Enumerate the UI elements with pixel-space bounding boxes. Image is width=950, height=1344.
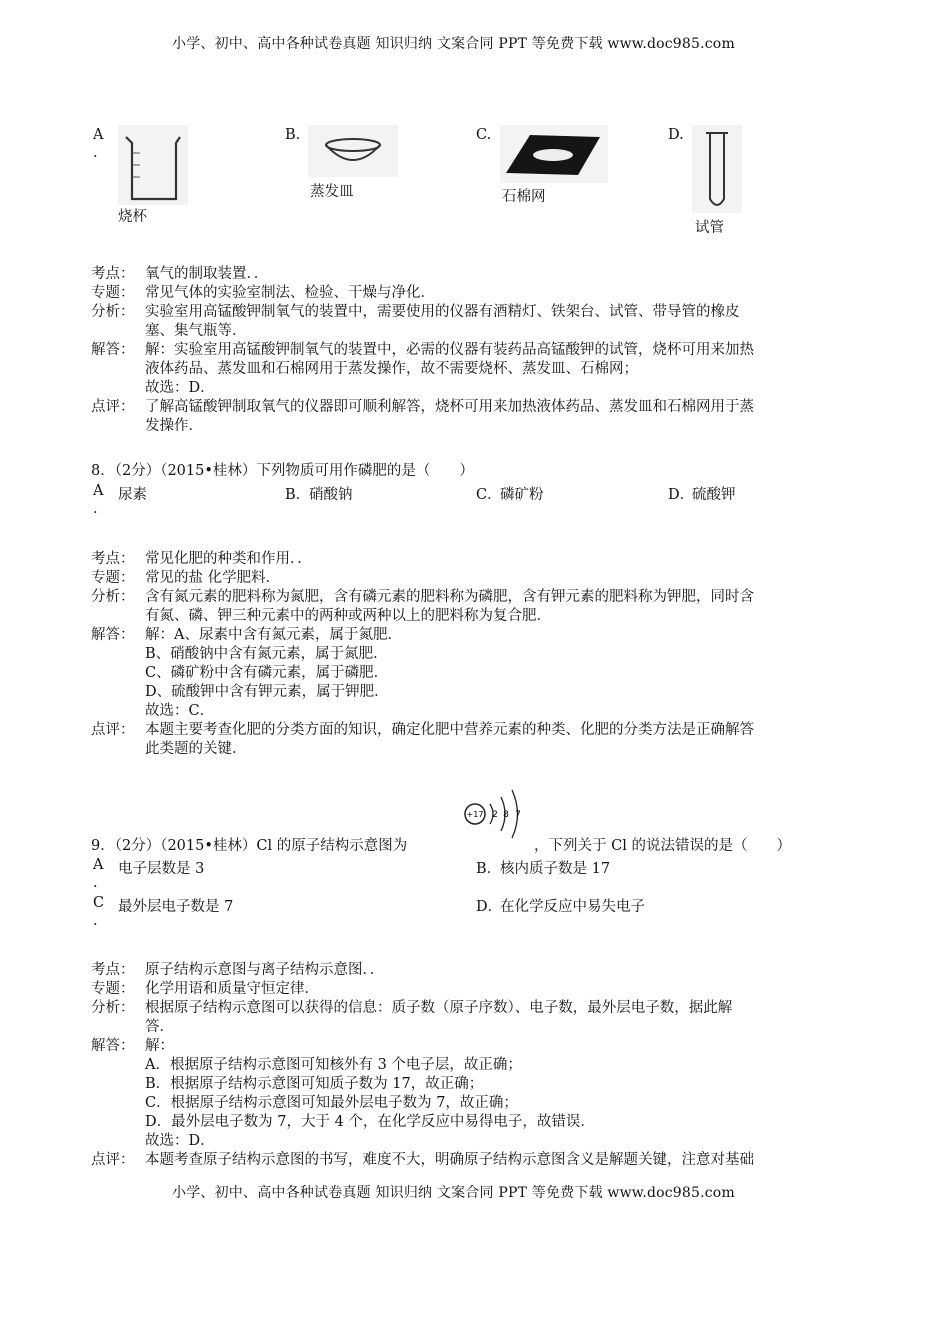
- q9-point-text: 原子结构示意图与离子结构示意图．．: [145, 962, 385, 978]
- q9-option-d-text: 在化学反应中易失电子: [500, 899, 645, 915]
- q9-analysis-line: 根据原子结构示意图可以获得的信息：质子数（原子序数）、电子数，最外层电子数，据此解: [145, 1000, 733, 1016]
- q9-stem-before: 9．（2分）（2015•桂林）Cl 的原子结构示意图为: [91, 838, 408, 854]
- q7-answer-line: 解：实验室用高锰酸钾制氧气的装置中，必需的仪器有装药品高锰酸钾的试管，烧杯可用来加热: [145, 342, 754, 358]
- q9-comment-line: 本题考查原子结构示意图的书写，难度不大，明确原子结构示意图含义是解题关键，注意对基础: [145, 1152, 754, 1168]
- q7-point-label: 考点：: [91, 266, 135, 282]
- shell-1-count: 2: [492, 810, 498, 820]
- q8-answer-line: C、磷矿粉中含有磷元素，属于磷肥．: [145, 665, 389, 681]
- q9-answer-label: 解答：: [91, 1038, 135, 1054]
- q7-topic-text: 常见气体的实验室制法、检验、干燥与净化．: [145, 285, 435, 301]
- nucleus-label: +17: [466, 810, 484, 819]
- q8-option-b-text: 硝酸钠: [309, 487, 353, 503]
- q9-option-a-dot: .: [93, 875, 98, 891]
- q8-option-d-text: 硫酸钾: [692, 487, 736, 503]
- q9-answer-line: C．根据原子结构示意图可知最外层电子数为 7，故正确；: [145, 1095, 518, 1111]
- q9-option-c-letter: C: [93, 895, 105, 911]
- q9-comment-label: 点评：: [91, 1152, 135, 1168]
- q8-option-c-text: 磷矿粉: [500, 487, 544, 503]
- asbestos-gauze-icon: [500, 125, 608, 183]
- q9-option-d-letter: D．: [476, 899, 503, 915]
- q9-topic-text: 化学用语和质量守恒定律．: [145, 981, 319, 997]
- q8-analysis-label: 分析：: [91, 589, 135, 605]
- q8-point-text: 常见化肥的种类和作用．．: [145, 551, 312, 567]
- shell-3-count: 7: [515, 810, 521, 820]
- q9-option-a-letter: A: [93, 857, 104, 873]
- option-b-caption: 蒸发皿: [310, 184, 354, 200]
- q9-stem-after: ，下列关于 Cl 的说法错误的是（ ）: [534, 838, 791, 854]
- q7-answer-line: 液体药品、蒸发皿和石棉网用于蒸发操作，故不需要烧杯、蒸发皿、石棉网；: [145, 361, 638, 377]
- q8-point-label: 考点：: [91, 551, 135, 567]
- q8-answer-label: 解答：: [91, 627, 135, 643]
- q8-topic-label: 专题：: [91, 570, 135, 586]
- q8-option-b-letter: B．: [285, 487, 311, 503]
- q7-answer-label: 解答：: [91, 342, 135, 358]
- q8-stem: 8．（2分）（2015•桂林）下列物质可用作磷肥的是（ ）: [91, 463, 474, 479]
- q8-analysis-line: 有氮、磷、钾三种元素中的两种或两种以上的肥料称为复合肥．: [145, 608, 551, 624]
- q9-option-b-text: 核内质子数是 17: [500, 861, 611, 877]
- option-b-letter: B.: [285, 127, 301, 143]
- q7-comment-label: 点评：: [91, 399, 135, 415]
- q8-answer-line: D、硫酸钾中含有钾元素，属于钾肥．: [145, 684, 389, 700]
- q8-option-d-letter: D．: [668, 487, 695, 503]
- q8-comment-line: 此类题的关键．: [145, 741, 247, 757]
- q8-option-a-dot: .: [93, 501, 98, 517]
- q8-option-a-letter: A: [93, 483, 104, 499]
- q8-comment-label: 点评：: [91, 722, 135, 738]
- q8-option-a-text: 尿素: [118, 487, 147, 503]
- q8-answer-line: B、硝酸钠中含有氮元素，属于氮肥．: [145, 646, 388, 662]
- q8-analysis-line: 含有氮元素的肥料称为氮肥，含有磷元素的肥料称为磷肥，含有钾元素的肥料称为钾肥，同时含: [145, 589, 754, 605]
- q8-topic-text: 常见的盐 化学肥料．: [145, 570, 281, 586]
- q9-answer-line: A．根据原子结构示意图可知核外有 3 个电子层，故正确；: [145, 1057, 522, 1073]
- beaker-icon: [118, 125, 188, 205]
- q7-analysis-line: 实验室用高锰酸钾制氧气的装置中，需要使用的仪器有酒精灯、铁架台、试管、带导管的橡皮: [145, 304, 740, 320]
- option-d-letter: D.: [668, 127, 684, 143]
- q9-point-label: 考点：: [91, 962, 135, 978]
- option-a-dot: .: [93, 145, 98, 161]
- q9-topic-label: 专题：: [91, 981, 135, 997]
- option-c-caption: 石棉网: [502, 189, 546, 205]
- option-a-letter: A: [93, 127, 104, 143]
- atom-structure-diagram: [462, 782, 532, 852]
- q7-answer-line: 故选：D．: [145, 380, 215, 396]
- q8-comment-line: 本题主要考查化肥的分类方面的知识，确定化肥中营养元素的种类、化肥的分类方法是正确解答: [145, 722, 754, 738]
- option-d-caption: 试管: [695, 220, 724, 236]
- q8-option-c-letter: C．: [476, 487, 502, 503]
- q7-comment-line: 发操作．: [145, 418, 203, 434]
- q9-answer-line: D．最外层电子数为 7，大于 4 个，在化学反应中易得电子，故错误．: [145, 1114, 595, 1130]
- q9-option-c-text: 最外层电子数是 7: [118, 899, 234, 915]
- shell-2-count: 8: [503, 810, 509, 820]
- q8-answer-line: 解：A、尿素中含有氮元素，属于氮肥．: [145, 627, 402, 643]
- evaporating-dish-icon: [308, 125, 398, 177]
- option-a-caption: 烧杯: [118, 209, 147, 225]
- test-tube-icon: [692, 125, 742, 213]
- page-header: 小学、初中、高中各种试卷真题 知识归纳 文案合同 PPT 等免费下载 www.doc985.com: [172, 36, 735, 52]
- q7-topic-label: 专题：: [91, 285, 135, 301]
- q9-answer-line: B．根据原子结构示意图可知质子数为 17，故正确；: [145, 1076, 484, 1092]
- q7-comment-line: 了解高锰酸钾制取氧气的仪器即可顺利解答，烧杯可用来加热液体药品、蒸发皿和石棉网用于蒸: [145, 399, 754, 415]
- q7-point-text: 氧气的制取装置．．: [145, 266, 269, 282]
- q9-option-b-letter: B．: [476, 861, 502, 877]
- page-footer: 小学、初中、高中各种试卷真题 知识归纳 文案合同 PPT 等免费下载 www.doc985.com: [172, 1185, 735, 1201]
- q9-option-c-dot: .: [93, 913, 98, 929]
- q9-answer-line: 解：: [145, 1038, 174, 1054]
- q8-answer-line: 故选：C．: [145, 703, 215, 719]
- q9-analysis-label: 分析：: [91, 1000, 135, 1016]
- q7-analysis-label: 分析：: [91, 304, 135, 320]
- q9-option-a-text: 电子层数是 3: [118, 861, 205, 877]
- q9-analysis-line: 答．: [145, 1019, 174, 1035]
- q9-answer-line: 故选：D．: [145, 1133, 215, 1149]
- option-c-letter: C.: [476, 127, 492, 143]
- q7-analysis-line: 塞、集气瓶等．: [145, 323, 247, 339]
